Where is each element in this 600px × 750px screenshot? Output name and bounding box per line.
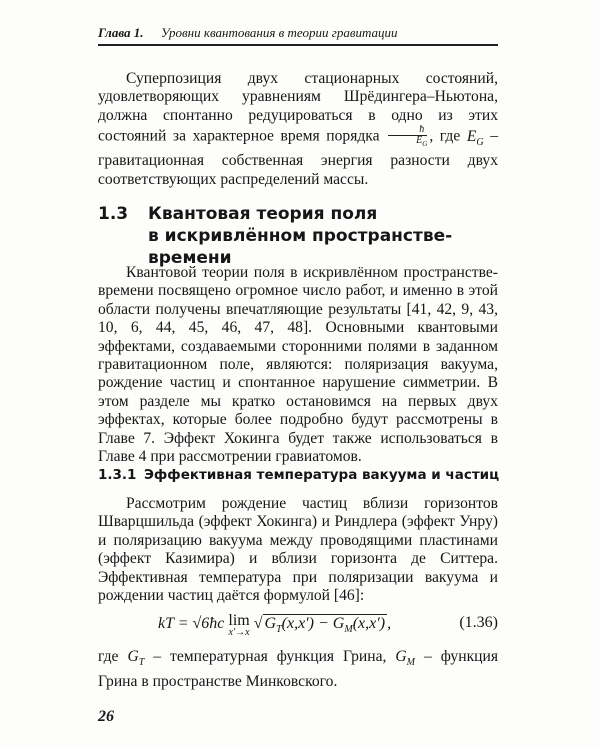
section-title-line2: в искривлённом пространстве-времени [148, 226, 453, 268]
page-number: 26 [98, 708, 114, 725]
running-header [98, 24, 498, 46]
equation-number: (1.36) [459, 614, 498, 631]
paragraph-green-functions: где $G_T$ – температурная функция Грина, $G_M$ – функция Грина в пространстве Минковского. [98, 648, 499, 690]
fraction: $\frac{ħ}{E_G}$ [388, 125, 427, 149]
paragraph-superposition: Суперпозиция двух стационарных состояний, удовлетворяющих уравнениям Шрёдингера–Ньютона, должна спонтанно редуцироваться в одно из этих состояний за характерное время порядка $\frac{ħ}{E_G}$ , где $E_G$ – гравитационная собственная энергия разности двух соответствующих распределений массы. [98, 70, 499, 188]
paragraph-qft: Квантовой теории поля в искривлённом пространстве-времени посвящено огромное число работ, и именно в этой области получены впечатляющие результаты [41, 42, 9, 43, 10, 6, 44, 45, 46, 47, 48]. Основными квантовыми эффектами, создаваемыми сторонними полями в заданном гравитационном поле, являются: поляризация вакуума, рождение частиц и спонтанное нарушение симметрии. В этом разделе мы кратко остановимся на первых двух эффектах, которые более подробно будут рассмотрены в Главе 7. Эффект Хокинга будет также использоваться в Главе 4 при рассмотрении гравиатомов. [98, 264, 498, 466]
paragraph-particle-creation: Рассмотрим рождение частиц вблизи горизонтов Шварцшильда (эффект Хокинга) и Риндлера (эффект Унру) и поляризацию вакуума между проводящими пластинами (эффект Казимира) и вблизи горизонта де Ситтера. Эффективная температура при поляризации вакуума и рождении частиц даётся формулой [46]: [98, 495, 498, 605]
subsection-title: Эффективная температура вакуума и частиц [144, 467, 500, 483]
equation-formula: kT = √6ħc lim x′→x √ $G_T(x,x') - G_M(x,x')$ , [158, 612, 392, 638]
equation-1-36 [98, 610, 498, 640]
chapter-title: Уровни квантования в теории гравитации [160, 25, 398, 40]
subsection-number: 1.3.1 [98, 467, 137, 483]
section-title-line1: Квантовая теория поля [148, 204, 378, 224]
section-heading [98, 203, 518, 269]
chapter-label: Глава 1. [98, 25, 144, 40]
section-number: 1.3 [98, 204, 129, 224]
subsection-heading [98, 466, 518, 484]
